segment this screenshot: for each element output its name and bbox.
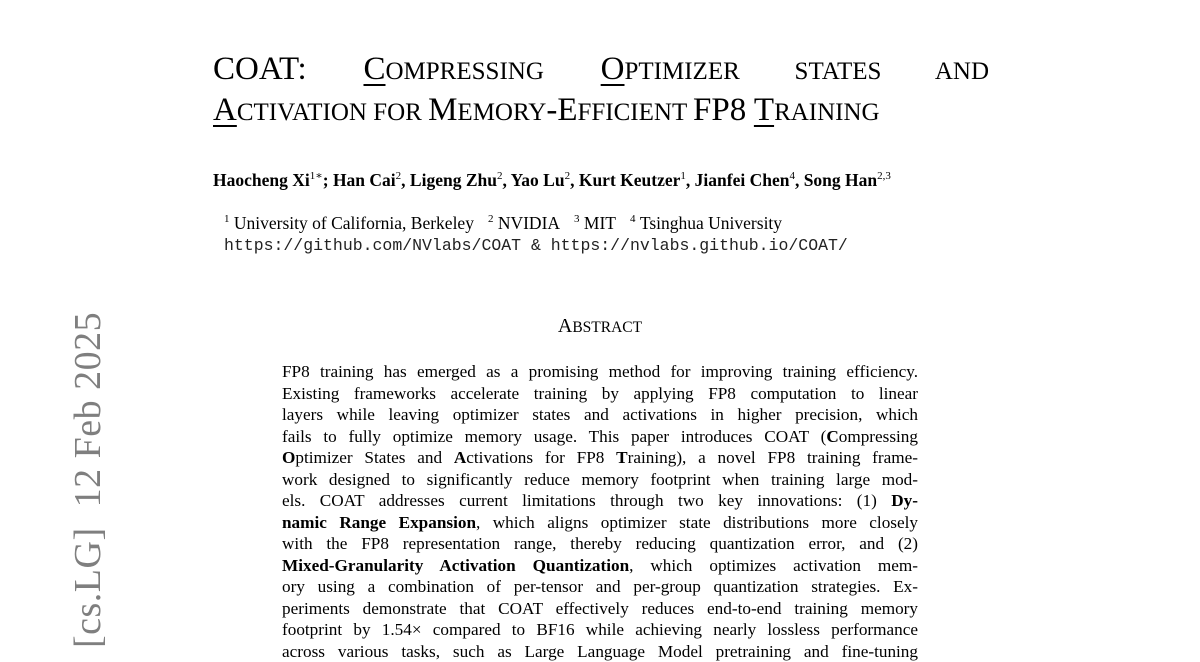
- title-segment: -E: [546, 92, 577, 128]
- abstract-line: [282, 469, 918, 491]
- affiliation-name: NVIDIA: [493, 213, 560, 233]
- abstract-text: with the FP8 representation range, thereby reducing quantization error, and (2): [282, 534, 918, 553]
- paper-title: [213, 50, 989, 132]
- author-list: [213, 168, 1003, 192]
- abstract-text: fails to fully optimize memory usage. This paper introduces COAT (: [282, 427, 826, 446]
- author-affiliation-mark: 2: [565, 170, 571, 182]
- author-separator: ,: [401, 170, 410, 190]
- abstract-line: [282, 598, 918, 620]
- author-name: Song Han: [804, 170, 877, 190]
- arxiv-category: [cs.LG]: [67, 527, 109, 648]
- abstract-bold-term: O: [282, 448, 295, 467]
- abstract-text: els. COAT addresses current limitations through two key innovations: (1): [282, 491, 891, 510]
- affiliation-mark: 4: [630, 213, 636, 225]
- author-affiliation-mark: 2,3: [877, 170, 891, 182]
- abstract-bold-term: namic Range Expansion: [282, 513, 476, 532]
- title-segment: PTIMIZER: [625, 58, 740, 85]
- author-separator: ,: [795, 170, 804, 190]
- abstract-text: footprint by 1.54× compared to BF16 while achieving nearly lossless performance: [282, 620, 918, 639]
- project-links[interactable]: https://github.com/NVlabs/COAT & https://nvlabs.github.io/COAT/: [224, 234, 848, 258]
- title-line-2: [213, 91, 989, 132]
- title-segment: C: [363, 51, 385, 87]
- abstract-bold-term: Mixed-Granularity Activation Quantization: [282, 556, 629, 575]
- abstract-text: work designed to significantly reduce memory footprint when training large mod-: [282, 470, 918, 489]
- abstract-text: raining), a novel FP8 training frame-: [628, 448, 918, 467]
- arxiv-date: 12 Feb 2025: [67, 312, 109, 508]
- title-segment: STATES AND: [740, 58, 989, 85]
- abstract-line: [282, 361, 918, 383]
- abstract-line: [282, 576, 918, 598]
- affiliation-name: MIT: [580, 213, 616, 233]
- abstract-line: [282, 619, 918, 641]
- abstract-bold-term: A: [454, 448, 466, 467]
- author-name: Jianfei Chen: [695, 170, 790, 190]
- abstract-heading-rest: BSTRACT: [572, 319, 642, 336]
- abstract-text: , which aligns optimizer state distributions more closely: [476, 513, 918, 532]
- affiliation-mark: 2: [488, 213, 494, 225]
- affiliations: [224, 211, 782, 235]
- abstract-line: [282, 490, 918, 512]
- affiliation-mark: 1: [224, 213, 230, 225]
- title-segment: T: [754, 92, 774, 128]
- abstract-line: [282, 426, 918, 448]
- title-segment: RAINING: [774, 99, 880, 126]
- title-line-1: [213, 50, 989, 91]
- abstract-text: ory using a combination of per-tensor and per-group quantization strategies. Ex-: [282, 577, 918, 596]
- title-segment: [544, 51, 601, 87]
- author-affiliation-mark: 2: [396, 170, 402, 182]
- author-name: Kurt Keutzer: [579, 170, 681, 190]
- abstract-heading: [0, 313, 1200, 341]
- abstract-body: [282, 361, 918, 662]
- author-affiliation-mark: 1: [310, 170, 316, 182]
- abstract-heading-initial: A: [558, 315, 572, 337]
- author-separator: ;: [323, 170, 333, 190]
- title-segment: CTIVATION FOR: [237, 99, 428, 126]
- author-separator: ,: [570, 170, 579, 190]
- title-segment: A: [213, 92, 237, 128]
- author-footnote-mark: ∗: [315, 170, 322, 182]
- title-segment: OMPRESSING: [386, 58, 544, 85]
- author-name: Haocheng Xi: [213, 170, 310, 190]
- abstract-line: [282, 641, 918, 662]
- abstract-text: ctivations for FP8: [466, 448, 616, 467]
- abstract-bold-term: C: [826, 427, 838, 446]
- abstract-line: [282, 555, 918, 577]
- author-name: Yao Lu: [511, 170, 565, 190]
- abstract-text: layers while leaving optimizer states and activations in higher precision, which: [282, 405, 918, 424]
- abstract-line: [282, 447, 918, 469]
- abstract-line: [282, 533, 918, 555]
- abstract-line: [282, 404, 918, 426]
- affiliation-name: Tsinghua University: [636, 213, 783, 233]
- abstract-text: FP8 training has emerged as a promising method for improving training efficiency.: [282, 362, 918, 381]
- affiliation-mark: 3: [574, 213, 580, 225]
- author-name: Ligeng Zhu: [410, 170, 497, 190]
- author-affiliation-mark: 4: [789, 170, 795, 182]
- title-segment: FFICIENT: [577, 99, 693, 126]
- abstract-text: , which optimizes activation mem-: [629, 556, 918, 575]
- arxiv-stamp-text: [68, 312, 108, 648]
- author-affiliation-mark: 2: [497, 170, 503, 182]
- abstract-text: across various tasks, such as Large Language Model pretraining and fine-tuning: [282, 642, 918, 661]
- title-segment: M: [428, 92, 457, 128]
- abstract-text: ompressing: [839, 427, 918, 446]
- title-segment: O: [601, 51, 625, 87]
- abstract-text: ptimizer States and: [295, 448, 453, 467]
- title-segment: COAT:: [213, 51, 363, 87]
- arxiv-stamp: [28, 308, 72, 648]
- abstract-text: periments demonstrate that COAT effectively reduces end-to-end training memory: [282, 599, 918, 618]
- abstract-line: [282, 383, 918, 405]
- author-separator: ,: [502, 170, 510, 190]
- title-segment: EMORY: [457, 99, 546, 126]
- author-name: Han Cai: [333, 170, 396, 190]
- author-separator: ,: [686, 170, 695, 190]
- affiliation-name: University of California, Berkeley: [230, 213, 474, 233]
- abstract-line: [282, 512, 918, 534]
- abstract-bold-term: Dy-: [891, 491, 918, 510]
- author-affiliation-mark: 1: [680, 170, 686, 182]
- abstract-text: Existing frameworks accelerate training by applying FP8 computation to linear: [282, 384, 918, 403]
- title-segment: FP8: [693, 92, 754, 128]
- abstract-bold-term: T: [616, 448, 627, 467]
